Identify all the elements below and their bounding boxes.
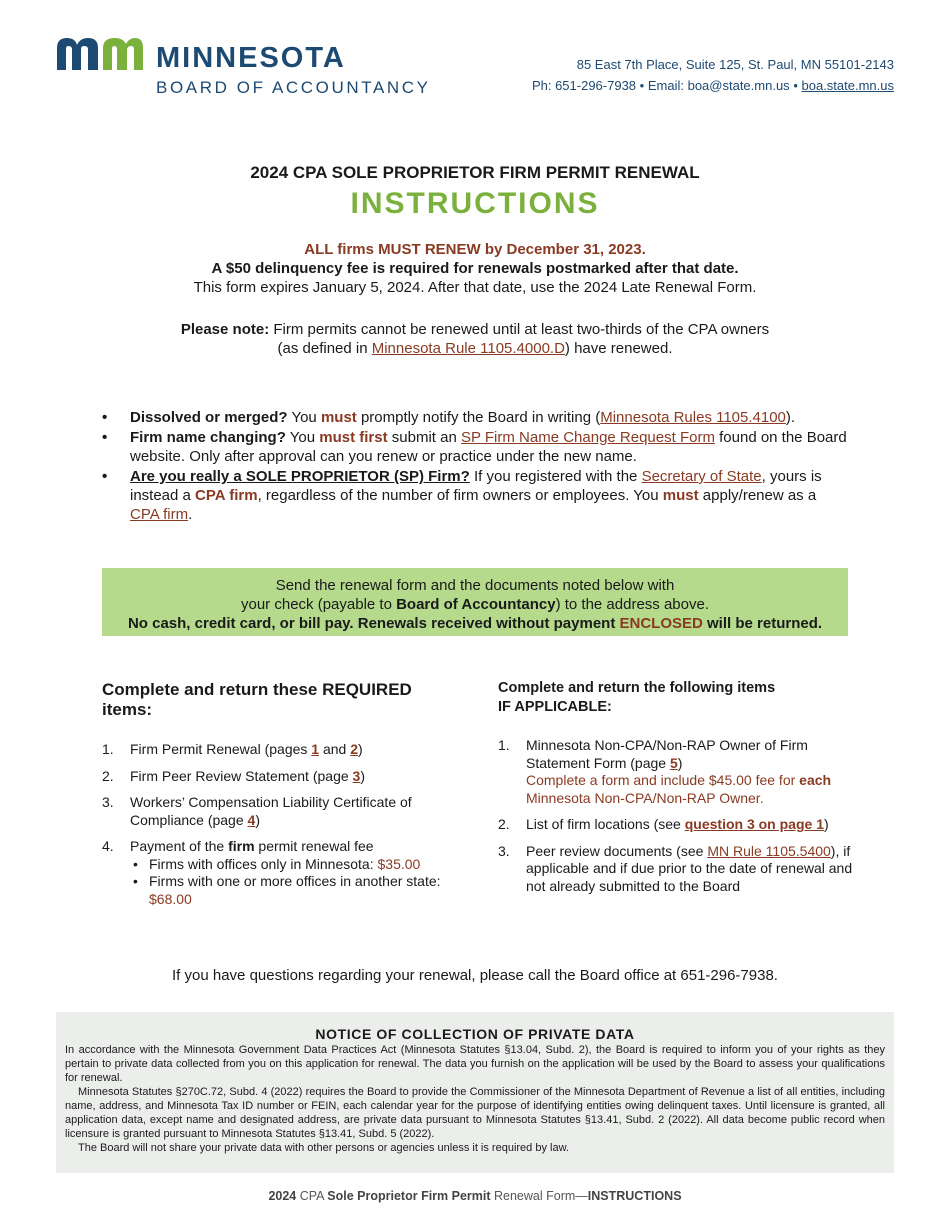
item-text: List of firm locations (see	[526, 816, 685, 832]
owner-fee-note	[526, 772, 853, 807]
cpa-firm-link[interactable]: CPA firm	[130, 506, 189, 523]
mn-logo-icon	[55, 36, 145, 72]
contact-info	[532, 54, 894, 96]
bullet-heading: Firm name changing?	[130, 429, 286, 446]
fee-item	[130, 873, 452, 908]
emphasis: must	[320, 409, 357, 426]
note-text: (as defined in	[277, 340, 372, 357]
heading-line: IF APPLICABLE:	[498, 699, 612, 715]
brand-subtitle: BOARD OF ACCOUNTANCY	[156, 78, 431, 97]
footer-form-name: Sole Proprietor Firm Permit	[327, 1189, 491, 1203]
question-3-link[interactable]: question 3 on page 1	[684, 816, 824, 832]
rule-1105-5400-link[interactable]: MN Rule 1105.5400	[707, 842, 831, 859]
important-notes-list	[100, 408, 850, 525]
list-item	[102, 741, 452, 759]
footer-text: Renewal Form—	[490, 1189, 588, 1203]
list-item	[498, 843, 853, 896]
page-4-link[interactable]: 4	[247, 811, 256, 828]
form-title: 2024 CPA SOLE PROPRIETOR FIRM PERMIT RENEWAL	[250, 163, 700, 182]
item-text: )	[823, 816, 829, 832]
heading-line: Complete and return the following items	[498, 680, 776, 696]
form-expiry: This form expires January 5, 2024. After that date, use the 2024 Late Renewal Form.	[193, 279, 757, 296]
item-number: 2.	[498, 816, 510, 832]
notice-paragraph: In accordance with the Minnesota Government Data Practices Act (Minnesota Statutes §13.04, Subd. 2), the Board is required to inform you of your rights as they pertain to private data collected from you on this application for renewal. The data you furnish on the application will be used by the Board to assess your qualifications for renewal.	[65, 1044, 885, 1084]
note-text: Firm permits cannot be renewed until at least two-thirds of the CPA owners	[269, 321, 770, 338]
bullet-text: apply/renew as a	[698, 487, 817, 504]
bullet-text: If you registered with the	[469, 468, 642, 485]
list-item	[498, 816, 853, 834]
item-number: 2.	[102, 767, 114, 784]
email-address: Email: boa@state.mn.us	[647, 78, 790, 93]
rules-1105-4100-link[interactable]: Minnesota Rules 1105.4100	[600, 409, 786, 426]
brand-title: MINNESOTA	[156, 42, 346, 74]
list-item	[498, 737, 853, 807]
page-5-link[interactable]: 5	[669, 754, 678, 771]
emphasis: must first	[319, 429, 388, 446]
name-change-form-link[interactable]: SP Firm Name Change Request Form	[460, 429, 715, 446]
item-number: 4.	[102, 838, 114, 854]
rule-1105-4000-link[interactable]: Minnesota Rule 1105.4000.D	[371, 340, 565, 357]
please-note	[0, 320, 950, 358]
separator: •	[793, 78, 798, 93]
box-text: ) to the address above.	[555, 596, 709, 613]
bullet-heading: Dissolved or merged?	[130, 409, 288, 426]
item-text: )	[358, 741, 363, 757]
item-text: Firm Peer Review Statement (page	[130, 767, 353, 784]
page-footer	[0, 1189, 950, 1203]
bullet-text: , regardless of the number of firm owners or employees. You	[257, 487, 663, 504]
note-text: Minnesota Non-CPA/Non-RAP Owner.	[526, 789, 764, 806]
bullet-text: , yours is instead a	[130, 468, 822, 504]
item-text: Firm Permit Renewal (pages	[130, 741, 312, 757]
separator: •	[639, 78, 645, 93]
instructions-heading: INSTRUCTIONS	[350, 187, 600, 220]
emphasis: firm	[228, 838, 255, 854]
emphasis: CPA firm	[195, 487, 258, 504]
notice-title: NOTICE OF COLLECTION OF PRIVATE DATA	[315, 1026, 635, 1042]
box-text: will be returned.	[702, 615, 823, 632]
fee-amount: $68.00	[149, 890, 192, 907]
bullet-text: ).	[785, 409, 796, 426]
optional-items-heading	[498, 679, 838, 717]
fee-label: Firms with offices only in Minnesota:	[149, 855, 378, 872]
box-text: No cash, credit card, or bill pay. Renewals received without payment	[127, 615, 620, 632]
required-items-heading: Complete and return these REQUIRED items:	[102, 680, 412, 719]
fee-item	[130, 856, 452, 874]
item-number: 1.	[498, 737, 510, 753]
item-text: Payment of the	[130, 838, 229, 854]
list-item	[100, 467, 850, 524]
item-number: 3.	[498, 842, 510, 859]
bullet-text: promptly notify the Board in writing (	[356, 409, 601, 426]
payee-name: Board of Accountancy	[396, 596, 556, 613]
list-item	[102, 768, 452, 786]
item-text: Peer review documents (see	[526, 842, 708, 859]
page-1-link[interactable]: 1	[311, 741, 320, 757]
page-3-link[interactable]: 3	[352, 767, 361, 784]
contact-questions: If you have questions regarding your renewal, please call the Board office at 651-296-7938.	[172, 967, 778, 984]
item-text: permit renewal fee	[254, 838, 374, 854]
item-number: 1.	[102, 741, 114, 757]
fee-list	[130, 856, 452, 909]
item-text: )	[360, 767, 365, 784]
list-item	[102, 794, 452, 829]
notice-paragraph: The Board will not share your private data with other persons or agencies unless it is required by law.	[78, 1142, 569, 1154]
required-items-list	[102, 741, 452, 917]
list-item	[102, 838, 452, 908]
box-text: Send the renewal form and the documents noted below with	[275, 577, 675, 594]
item-text: and	[319, 741, 351, 757]
renewal-deadline: ALL firms MUST RENEW by December 31, 2023.	[304, 241, 646, 258]
item-text: ), if applicable and if due prior to the date of renewal and not already submitted to the Board	[526, 842, 853, 894]
footer-instructions: INSTRUCTIONS	[587, 1189, 682, 1203]
item-number: 3.	[102, 794, 114, 810]
footer-year: 2024	[268, 1189, 297, 1203]
list-item	[100, 428, 850, 466]
secretary-of-state-link[interactable]: Secretary of State	[641, 468, 762, 485]
phone-number: Ph: 651-296-7938	[531, 78, 637, 93]
note-text: ) have renewed.	[564, 340, 673, 357]
list-item	[100, 408, 850, 427]
bullet-text: .	[188, 506, 193, 523]
bullet-text: found on the Board website. Only after approval can you renew or practice under the new name.	[130, 429, 847, 465]
emphasis: each	[799, 772, 832, 788]
item-text: )	[255, 811, 260, 828]
note-label: Please note:	[180, 321, 270, 338]
bullet-heading: Are you really a SOLE PROPRIETOR (SP) Firm?	[130, 468, 470, 485]
note-text: Complete a form and include $45.00 fee for	[526, 772, 800, 788]
office-address: 85 East 7th Place, Suite 125, St. Paul, MN 55101-2143	[576, 57, 894, 72]
item-text: )	[677, 754, 683, 771]
fee-amount: $35.00	[377, 855, 421, 872]
box-text: your check (payable to	[241, 596, 397, 613]
optional-items-list	[498, 737, 853, 904]
payment-instructions-box	[102, 568, 848, 636]
page-2-link[interactable]: 2	[350, 741, 359, 757]
emphasis: ENCLOSED	[619, 615, 703, 632]
notice-paragraph: Minnesota Statutes §270C.72, Subd. 4 (2022) requires the Board to provide the Commissioner of the Minnesota Department of Revenue a list of all entities, including name, address, and Minnesota Tax ID number or FEIN, each calendar year for the purpose of identifying entities owing delinquent taxes. Until licensure is granted, all application data, except name and designated address, are private data pursuant to Minnesota Statutes §13.41, Subd. 2 (2022). All data become public record when licensure is granted pursuant to Minnesota Statutes §13.41, Subd. 5 (2022).	[65, 1086, 885, 1140]
bullet-text: You	[287, 409, 321, 426]
emphasis: must	[662, 487, 699, 504]
item-text: Workers’ Compensation Liability Certificate of Compliance (page	[130, 794, 412, 828]
delinquency-fee: A $50 delinquency fee is required for renewals postmarked after that date.	[211, 260, 739, 277]
footer-text: CPA	[296, 1189, 328, 1203]
item-text: Minnesota Non-CPA/Non-RAP Owner of Firm Statement Form (page	[526, 737, 808, 771]
website-link[interactable]: boa.state.mn.us	[801, 78, 894, 93]
bullet-text: You	[285, 429, 320, 446]
deadline-notice	[0, 240, 950, 297]
fee-label: Firms with one or more offices in another state:	[149, 873, 441, 889]
bullet-text: submit an	[387, 429, 461, 446]
private-data-notice	[56, 1012, 894, 1173]
